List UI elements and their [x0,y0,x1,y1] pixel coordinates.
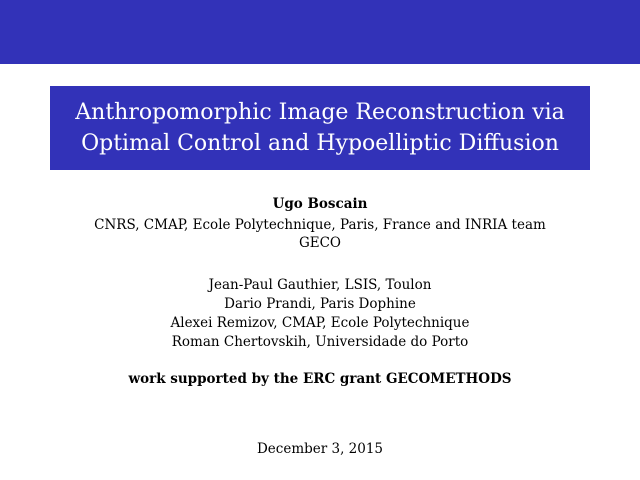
coauthor-2: Dario Prandi, Paris Dophine [224,296,416,312]
presenter-affiliation-line-1: CNRS, CMAP, Ecole Polytechnique, Paris, France and INRIA team [94,217,546,233]
coauthor-4: Roman Chertovskih, Universidade do Porto [171,334,469,350]
title-line-2: Optimal Control and Hypoelliptic Diffusion [81,131,559,156]
coauthor-1: Jean-Paul Gauthier, LSIS, Toulon [208,277,432,293]
presenter-name: Ugo Boscain [272,196,368,212]
header-band [0,0,640,64]
funding-note: work supported by the ERC grant GECOMETHODS [128,371,512,387]
title-line-1: Anthropomorphic Image Reconstruction via [75,100,565,125]
presentation-date: December 3, 2015 [256,441,384,457]
title-block [50,86,590,170]
presenter-affiliation-line-2: GECO [298,235,342,251]
coauthor-3: Alexei Remizov, CMAP, Ecole Polytechnique [170,315,470,331]
